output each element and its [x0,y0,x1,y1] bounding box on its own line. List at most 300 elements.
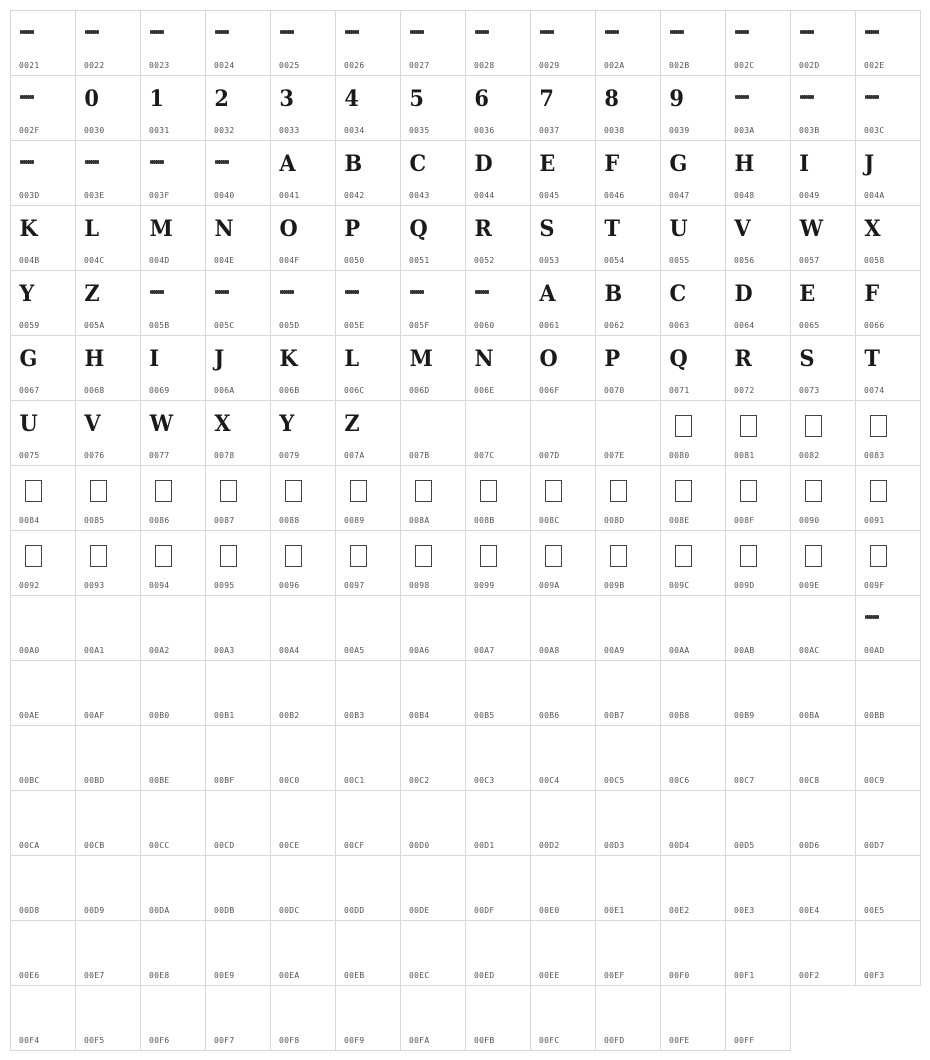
glyph-cell [335,270,401,336]
glyph-cell [790,465,856,531]
glyph-cell [465,790,531,856]
codepoint-label: 0092 [19,581,40,590]
missing-glyph-box-icon [480,545,497,567]
codepoint-label: 00C4 [539,776,560,785]
glyph-preview: 7 [539,86,554,112]
glyph-cell [270,920,336,986]
codepoint-label: 0086 [149,516,170,525]
codepoint-label: 00D1 [474,841,495,850]
dash-glyph-icon [475,290,489,294]
glyph-preview: E [539,151,556,177]
glyph-cell [660,465,726,531]
missing-glyph-box-icon [675,545,692,567]
glyph-cell [140,725,206,791]
codepoint-label: 00AA [669,646,690,655]
codepoint-label: 00E1 [604,906,625,915]
codepoint-label: 005E [344,321,365,330]
glyph-preview: R [474,216,492,242]
codepoint-label: 00EB [344,971,365,980]
codepoint-label: 0099 [474,581,495,590]
codepoint-label: 006D [409,386,430,395]
glyph-cell [335,465,401,531]
codepoint-label: 00D0 [409,841,430,850]
glyph-cell [75,75,141,141]
glyph-preview: J [864,151,875,177]
glyph-cell [205,855,271,921]
glyph-cell [660,790,726,856]
glyph-cell [400,10,466,76]
glyph-cell [140,400,206,466]
glyph-cell [465,985,531,1051]
glyph-cell [595,75,661,141]
dash-glyph-icon [865,30,879,34]
codepoint-label: 0047 [669,191,690,200]
glyph-cell [400,985,466,1051]
glyph-cell [205,985,271,1051]
dash-glyph-icon [735,95,749,99]
glyph-cell [790,270,856,336]
glyph-cell [530,205,596,271]
codepoint-label: 002E [864,61,885,70]
glyph-cell [465,75,531,141]
glyph-preview: A [279,151,296,177]
missing-glyph-box-icon [545,545,562,567]
missing-glyph-box-icon [155,545,172,567]
glyph-cell [465,205,531,271]
codepoint-label: 008A [409,516,430,525]
codepoint-label: 0021 [19,61,40,70]
glyph-preview: D [734,281,753,307]
glyph-cell [205,530,271,596]
dash-glyph-icon [800,95,814,99]
codepoint-label: 0039 [669,126,690,135]
glyph-preview: O [539,346,558,372]
glyph-cell [75,790,141,856]
glyph-cell [465,465,531,531]
glyph-cell [465,270,531,336]
codepoint-label: 0052 [474,256,495,265]
missing-glyph-box-icon [415,480,432,502]
dash-glyph-icon [150,30,164,34]
codepoint-label: 0060 [474,321,495,330]
dash-glyph-icon [280,290,294,294]
dash-glyph-icon [280,30,294,34]
glyph-cell [530,790,596,856]
dash-glyph-icon [150,290,164,294]
codepoint-label: 0096 [279,581,300,590]
glyph-cell [530,985,596,1051]
dash-glyph-icon [20,95,34,99]
glyph-cell [465,335,531,401]
glyph-preview: J [214,346,225,372]
glyph-cell [595,530,661,596]
glyph-cell [465,140,531,206]
codepoint-label: 0031 [149,126,170,135]
codepoint-label: 00A1 [84,646,105,655]
glyph-cell [270,660,336,726]
glyph-cell [270,140,336,206]
glyph-cell [335,660,401,726]
codepoint-label: 00B4 [409,711,430,720]
codepoint-label: 0054 [604,256,625,265]
dash-glyph-icon [735,30,749,34]
dash-glyph-icon [865,95,879,99]
codepoint-label: 00BB [864,711,885,720]
glyph-cell [790,140,856,206]
codepoint-label: 0051 [409,256,430,265]
glyph-cell [75,205,141,271]
codepoint-label: 003B [799,126,820,135]
codepoint-label: 003D [19,191,40,200]
glyph-cell [855,530,921,596]
codepoint-label: 0024 [214,61,235,70]
glyph-cell [400,75,466,141]
glyph-cell [140,595,206,661]
dash-glyph-icon [800,30,814,34]
glyph-cell [205,465,271,531]
glyph-cell [855,10,921,76]
codepoint-label: 0048 [734,191,755,200]
codepoint-label: 002C [734,61,755,70]
codepoint-label: 004D [149,256,170,265]
codepoint-label: 0093 [84,581,105,590]
codepoint-label: 00CC [149,841,170,850]
glyph-preview: K [279,346,298,372]
codepoint-label: 00A7 [474,646,495,655]
codepoint-label: 004E [214,256,235,265]
missing-glyph-box-icon [610,545,627,567]
glyph-cell [595,335,661,401]
glyph-preview: K [19,216,38,242]
glyph-cell [75,140,141,206]
codepoint-label: 0087 [214,516,235,525]
glyph-cell [205,725,271,791]
glyph-cell [400,660,466,726]
codepoint-label: 0040 [214,191,235,200]
glyph-preview: I [149,346,160,372]
missing-glyph-box-icon [155,480,172,502]
glyph-cell [335,10,401,76]
glyph-preview: Q [409,216,428,242]
codepoint-label: 00B0 [149,711,170,720]
codepoint-label: 0073 [799,386,820,395]
glyph-cell [270,595,336,661]
codepoint-label: 00BF [214,776,235,785]
codepoint-label: 00EF [604,971,625,980]
codepoint-label: 00A8 [539,646,560,655]
glyph-cell [855,725,921,791]
glyph-cell [790,660,856,726]
glyph-cell [530,530,596,596]
glyph-cell [660,725,726,791]
glyph-preview: Q [669,346,688,372]
codepoint-label: 00AC [799,646,820,655]
glyph-preview: U [19,411,38,437]
codepoint-label: 00CF [344,841,365,850]
codepoint-label: 004B [19,256,40,265]
codepoint-label: 006F [539,386,560,395]
glyph-cell [790,595,856,661]
codepoint-label: 00FD [604,1036,625,1045]
glyph-cell [725,790,791,856]
codepoint-label: 005C [214,321,235,330]
missing-glyph-box-icon [90,545,107,567]
codepoint-label: 00F8 [279,1036,300,1045]
glyph-cell [205,140,271,206]
dash-glyph-icon [345,290,359,294]
codepoint-label: 0038 [604,126,625,135]
codepoint-label: 00F9 [344,1036,365,1045]
codepoint-label: 0062 [604,321,625,330]
glyph-cell [725,270,791,336]
codepoint-label: 0023 [149,61,170,70]
codepoint-label: 0080 [669,451,690,460]
glyph-cell [270,75,336,141]
glyph-cell [530,270,596,336]
codepoint-label: 0070 [604,386,625,395]
glyph-cell [790,10,856,76]
codepoint-label: 00E3 [734,906,755,915]
codepoint-label: 006A [214,386,235,395]
glyph-cell [270,270,336,336]
glyph-cell [140,335,206,401]
codepoint-label: 0035 [409,126,430,135]
glyph-cell [595,595,661,661]
glyph-cell [335,595,401,661]
glyph-preview: C [669,281,687,307]
glyph-cell [10,270,76,336]
codepoint-label: 00AE [19,711,40,720]
codepoint-label: 007B [409,451,430,460]
glyph-preview: H [734,151,755,177]
glyph-preview: S [799,346,815,372]
glyph-cell [75,725,141,791]
glyph-cell [725,855,791,921]
codepoint-label: 00AB [734,646,755,655]
missing-glyph-box-icon [25,545,42,567]
codepoint-label: 00FE [669,1036,690,1045]
glyph-cell [270,205,336,271]
missing-glyph-box-icon [805,415,822,437]
dash-glyph-icon [20,30,34,34]
glyph-cell [335,140,401,206]
glyph-cell [400,400,466,466]
codepoint-label: 00A3 [214,646,235,655]
codepoint-label: 00D9 [84,906,105,915]
glyph-preview: L [344,346,360,372]
missing-glyph-box-icon [350,545,367,567]
codepoint-label: 0068 [84,386,105,395]
codepoint-label: 00A9 [604,646,625,655]
glyph-cell [725,530,791,596]
glyph-preview: V [84,411,101,437]
codepoint-label: 00C0 [279,776,300,785]
codepoint-label: 00E4 [799,906,820,915]
glyph-cell [400,920,466,986]
glyph-cell [855,335,921,401]
glyph-cell [465,595,531,661]
glyph-cell [790,920,856,986]
codepoint-label: 00AF [84,711,105,720]
codepoint-label: 008B [474,516,495,525]
codepoint-label: 0044 [474,191,495,200]
codepoint-label: 0084 [19,516,40,525]
codepoint-label: 002F [19,126,40,135]
glyph-cell [660,660,726,726]
codepoint-label: 0053 [539,256,560,265]
glyph-cell [790,205,856,271]
codepoint-label: 00C8 [799,776,820,785]
codepoint-label: 00B6 [539,711,560,720]
dash-glyph-icon [410,30,424,34]
dash-glyph-icon [345,30,359,34]
codepoint-label: 0082 [799,451,820,460]
glyph-cell [855,855,921,921]
codepoint-label: 0090 [799,516,820,525]
missing-glyph-box-icon [610,480,627,502]
glyph-preview: M [409,346,433,372]
codepoint-label: 00C5 [604,776,625,785]
glyph-cell [530,855,596,921]
glyph-cell [400,205,466,271]
glyph-cell [205,790,271,856]
codepoint-label: 00FA [409,1036,430,1045]
glyph-cell [465,400,531,466]
codepoint-label: 0055 [669,256,690,265]
codepoint-label: 0042 [344,191,365,200]
codepoint-label: 0029 [539,61,560,70]
glyph-cell [725,335,791,401]
glyph-cell [400,530,466,596]
codepoint-label: 00FC [539,1036,560,1045]
glyph-cell [855,595,921,661]
glyph-preview: P [344,216,361,242]
glyph-cell [855,465,921,531]
codepoint-label: 0085 [84,516,105,525]
glyph-cell [660,205,726,271]
glyph-preview: W [799,216,824,242]
codepoint-label: 003E [84,191,105,200]
glyph-cell [205,400,271,466]
glyph-cell [75,595,141,661]
glyph-cell [660,140,726,206]
codepoint-label: 006E [474,386,495,395]
glyph-cell [270,985,336,1051]
codepoint-label: 00B1 [214,711,235,720]
codepoint-label: 002A [604,61,625,70]
codepoint-label: 00FB [474,1036,495,1045]
codepoint-label: 00A5 [344,646,365,655]
glyph-cell [270,530,336,596]
glyph-cell [855,270,921,336]
codepoint-label: 00A4 [279,646,300,655]
glyph-cell [595,790,661,856]
codepoint-label: 00F1 [734,971,755,980]
codepoint-label: 007D [539,451,560,460]
glyph-cell [10,400,76,466]
missing-glyph-box-icon [285,480,302,502]
glyph-preview: L [84,216,100,242]
dash-glyph-icon [85,160,99,164]
codepoint-label: 007C [474,451,495,460]
codepoint-label: 00F6 [149,1036,170,1045]
codepoint-label: 0061 [539,321,560,330]
glyph-cell [660,400,726,466]
codepoint-label: 0089 [344,516,365,525]
glyph-preview: X [214,411,231,437]
glyph-cell [660,530,726,596]
glyph-preview: B [344,151,363,177]
glyph-cell [140,205,206,271]
codepoint-label: 0083 [864,451,885,460]
glyph-cell [205,335,271,401]
glyph-cell [530,140,596,206]
glyph-cell [465,660,531,726]
glyph-preview: 8 [604,86,619,112]
codepoint-label: 00C9 [864,776,885,785]
glyph-cell [10,465,76,531]
glyph-preview: 4 [344,86,359,112]
missing-glyph-box-icon [25,480,42,502]
glyph-preview: O [279,216,298,242]
codepoint-label: 0037 [539,126,560,135]
glyph-preview: D [474,151,493,177]
glyph-cell [400,465,466,531]
glyph-cell [725,75,791,141]
codepoint-label: 00DA [149,906,170,915]
codepoint-label: 00C6 [669,776,690,785]
glyph-cell [140,530,206,596]
glyph-cell [595,855,661,921]
glyph-cell [725,140,791,206]
glyph-cell [335,790,401,856]
codepoint-label: 00D7 [864,841,885,850]
missing-glyph-box-icon [740,415,757,437]
glyph-preview: P [604,346,621,372]
codepoint-label: 0079 [279,451,300,460]
glyph-cell [10,790,76,856]
codepoint-label: 00E2 [669,906,690,915]
codepoint-label: 00F4 [19,1036,40,1045]
glyph-cell [335,530,401,596]
glyph-cell [530,920,596,986]
codepoint-label: 0094 [149,581,170,590]
codepoint-label: 00B9 [734,711,755,720]
codepoint-label: 00A6 [409,646,430,655]
glyph-preview: S [539,216,555,242]
glyph-cell [140,920,206,986]
codepoint-label: 00D5 [734,841,755,850]
glyph-cell [10,205,76,271]
glyph-preview: G [669,151,688,177]
codepoint-label: 0076 [84,451,105,460]
glyph-cell [10,140,76,206]
codepoint-label: 00DF [474,906,495,915]
glyph-cell [140,140,206,206]
codepoint-label: 0049 [799,191,820,200]
glyph-cell [725,725,791,791]
glyph-cell [725,660,791,726]
codepoint-label: 00B7 [604,711,625,720]
codepoint-label: 008E [669,516,690,525]
glyph-cell [725,985,791,1051]
glyph-preview: Y [19,281,35,307]
glyph-cell [10,855,76,921]
glyph-cell [725,465,791,531]
missing-glyph-box-icon [90,480,107,502]
codepoint-label: 00E6 [19,971,40,980]
codepoint-label: 006B [279,386,300,395]
